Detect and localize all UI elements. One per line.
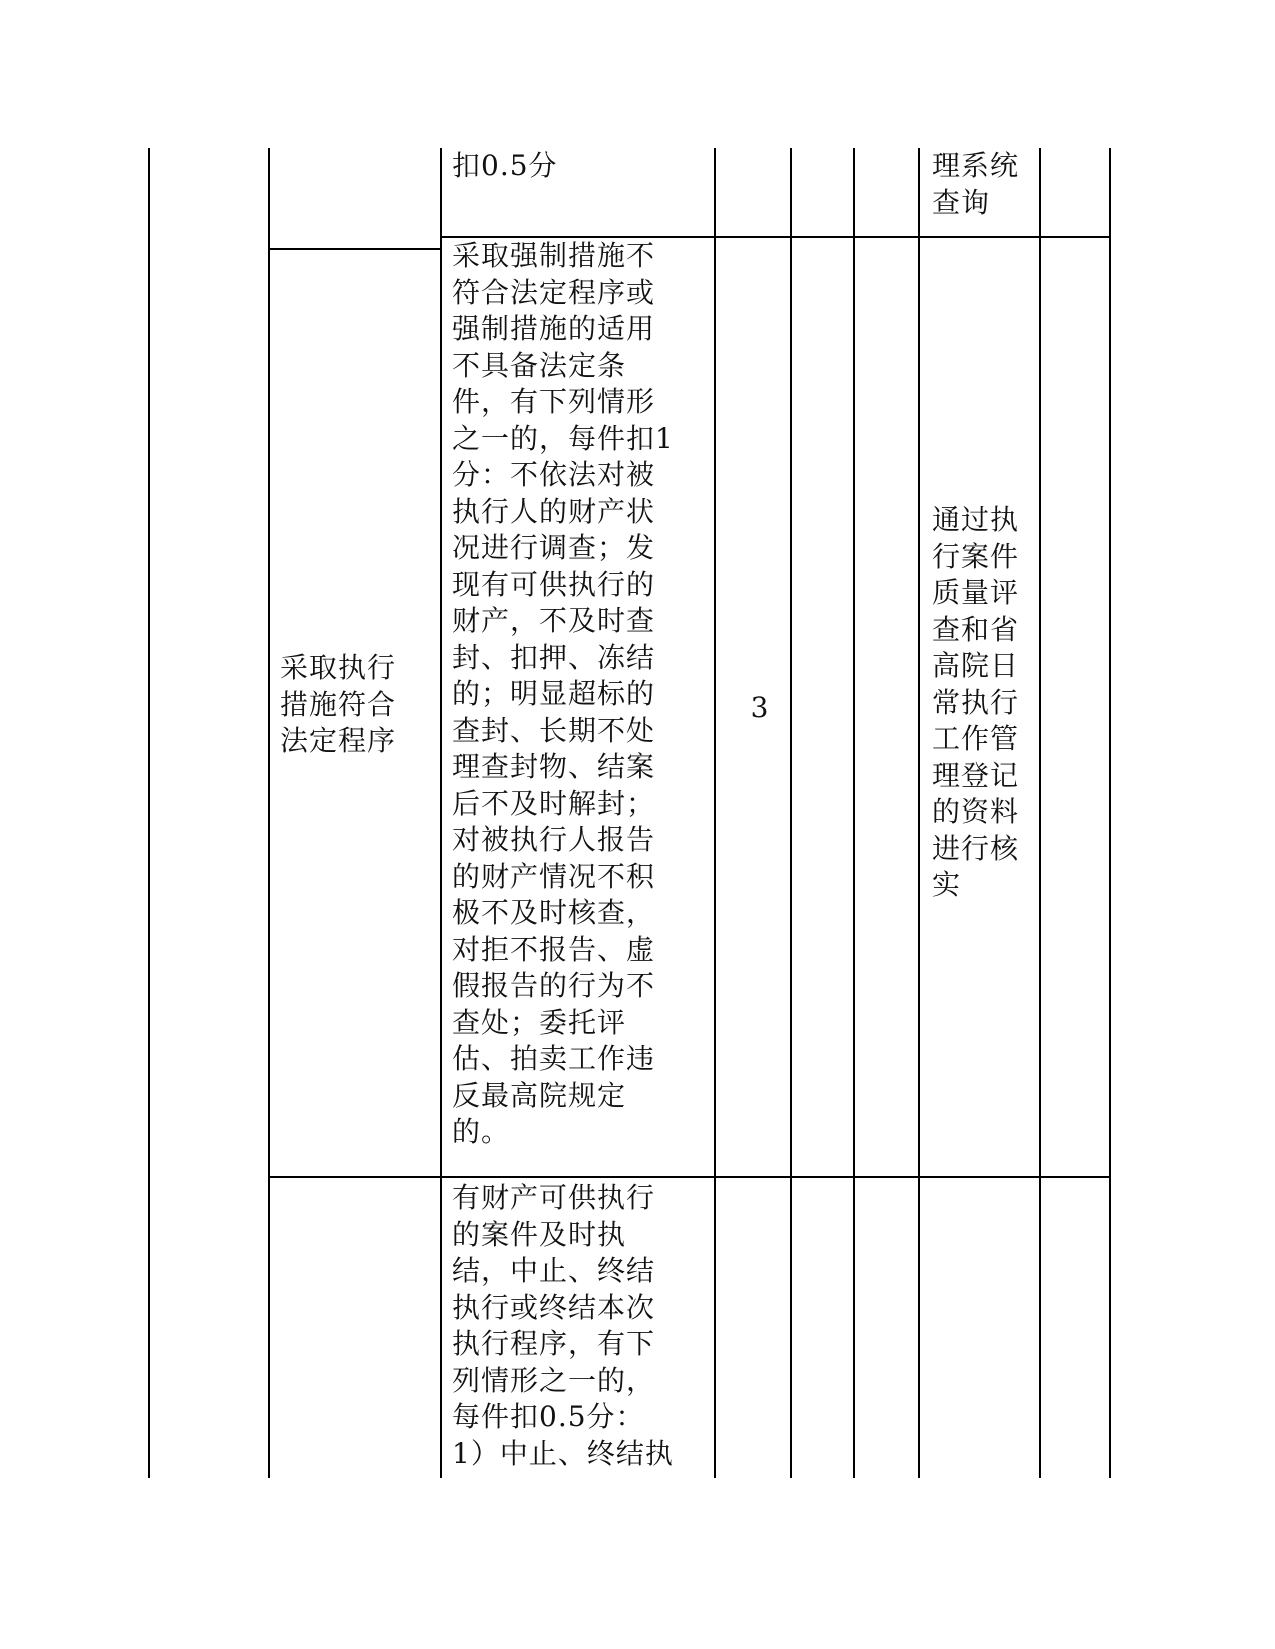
table-border-right <box>1109 148 1111 1478</box>
column-divider-4 <box>790 148 792 1478</box>
row-2-item: 采取执行 措施符合 法定程序 <box>280 651 397 757</box>
row-2-method: 通过执 行案件 质量评 查和省 高院日 常执行 工作管 理登记 的资料 进行核 实 <box>932 503 1020 901</box>
row-3-criteria: 有财产可供执行 的案件及时执 结，中止、终结 执行或终结本次 执行程序，有下 列情形之一的， 每件扣0.5分： 1）中止、终结执 <box>452 1181 674 1470</box>
column-divider-3 <box>714 148 716 1478</box>
row-1-method: 理系统 查询 <box>932 149 1020 219</box>
row-2-score: 3 <box>750 691 770 724</box>
table-border-left <box>148 148 150 1478</box>
column-divider-5 <box>853 148 855 1478</box>
column-divider-2 <box>440 148 442 1478</box>
row-divider-item-col-1 <box>268 248 441 250</box>
row-1-criteria: 扣0.5分 <box>452 149 558 182</box>
row-divider-2 <box>268 1176 1111 1178</box>
column-divider-6 <box>918 148 920 1478</box>
column-divider-1 <box>268 148 270 1478</box>
row-2-criteria: 采取强制措施不 符合法定程序或 强制措施的适用 不具备法定条 件，有下列情形 之一的，每件扣1 分：不依法对被 执行人的财产状 况进行调查；发 现有可供执行的 财产，不及时查 封、扣押、冻结 的；明显超标的 查封、长期不处 理查封物、结案 后不及时解封； 对被执行人报告 的财产情况不积 极不及时核查， 对拒不报告、虚 假报告的行为不 查处；委托评 估、拍卖工作违 反最高院规定 的。 <box>452 239 674 1148</box>
